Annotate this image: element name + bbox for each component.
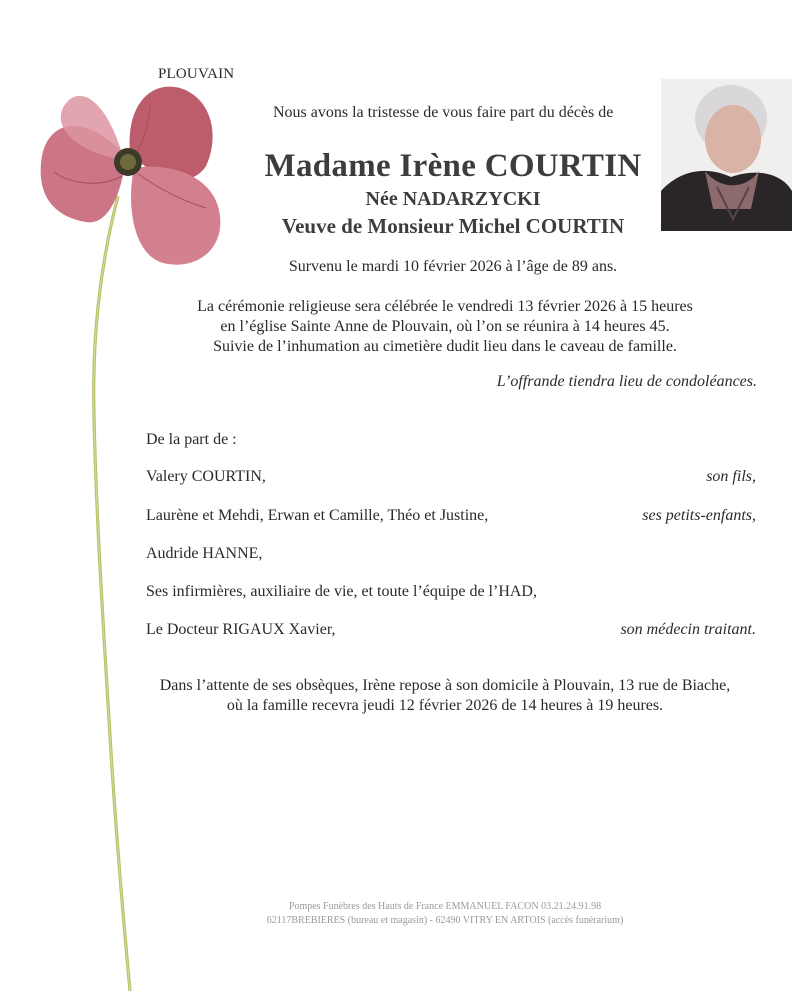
family-names: Audride HANNE, — [146, 545, 263, 562]
family-relation: son médecin traitant. — [620, 621, 756, 638]
wake-line: où la famille recevra jeudi 12 février 2026 de 14 heures à 19 heures. — [226, 697, 664, 714]
wake-line: Dans l’attente de ses obsèques, Irène repose à son domicile à Plouvain, 13 rue de Biache, — [159, 677, 731, 694]
portrait-photo — [661, 79, 792, 231]
town-name: PLOUVAIN — [158, 66, 235, 82]
ceremony-line: La cérémonie religieuse sera célébrée le vendredi 13 février 2026 à 15 heures — [197, 298, 693, 315]
footer-line: 62117BREBIERES (bureau et magasin) - 62490 VITRY EN ARTOIS (accès funérarium) — [266, 915, 624, 926]
funeral-home-footer — [180, 900, 710, 928]
offering-note: L’offrande tiendra lieu de condoléances. — [496, 373, 757, 390]
family-row — [146, 621, 756, 639]
family-relation: ses petits-enfants, — [642, 507, 756, 524]
ceremony-details — [180, 297, 710, 357]
family-names: Valery COURTIN, — [146, 468, 266, 485]
family-row — [146, 583, 756, 601]
family-names: Ses infirmières, auxiliaire de vie, et toute l’équipe de l’HAD, — [146, 583, 537, 600]
deceased-block — [246, 146, 660, 240]
family-names: Laurène et Mehdi, Erwan et Camille, Théo et Justine, — [146, 507, 489, 524]
footer-line: Pompes Funèbres des Hauts de France EMMANUEL FACON 03.21.24.91.98 — [288, 901, 602, 912]
widow-line: Veuve de Monsieur Michel COURTIN — [281, 214, 625, 238]
ceremony-line: Suivie de l’inhumation au cimetière dudit lieu dans le caveau de famille. — [213, 338, 677, 355]
family-relation: son fils, — [706, 468, 756, 485]
family-row — [146, 545, 756, 563]
family-intro: De la part de : — [146, 431, 237, 448]
family-names: Le Docteur RIGAUX Xavier, — [146, 621, 336, 638]
family-row — [146, 468, 756, 486]
poppy-illustration — [30, 76, 230, 996]
deceased-name: Madame Irène COURTIN — [264, 148, 642, 184]
maiden-name: Née NADARZYCKI — [365, 188, 541, 210]
family-row — [146, 507, 756, 525]
ceremony-line: en l’église Sainte Anne de Plouvain, où l’on se réunira à 14 heures 45. — [220, 318, 670, 335]
death-date: Survenu le mardi 10 février 2026 à l’âge de 89 ans. — [288, 258, 618, 275]
intro-text: Nous avons la tristesse de vous faire part du décès de — [273, 104, 614, 121]
poppy-stem — [94, 196, 130, 991]
wake-details — [120, 676, 770, 716]
